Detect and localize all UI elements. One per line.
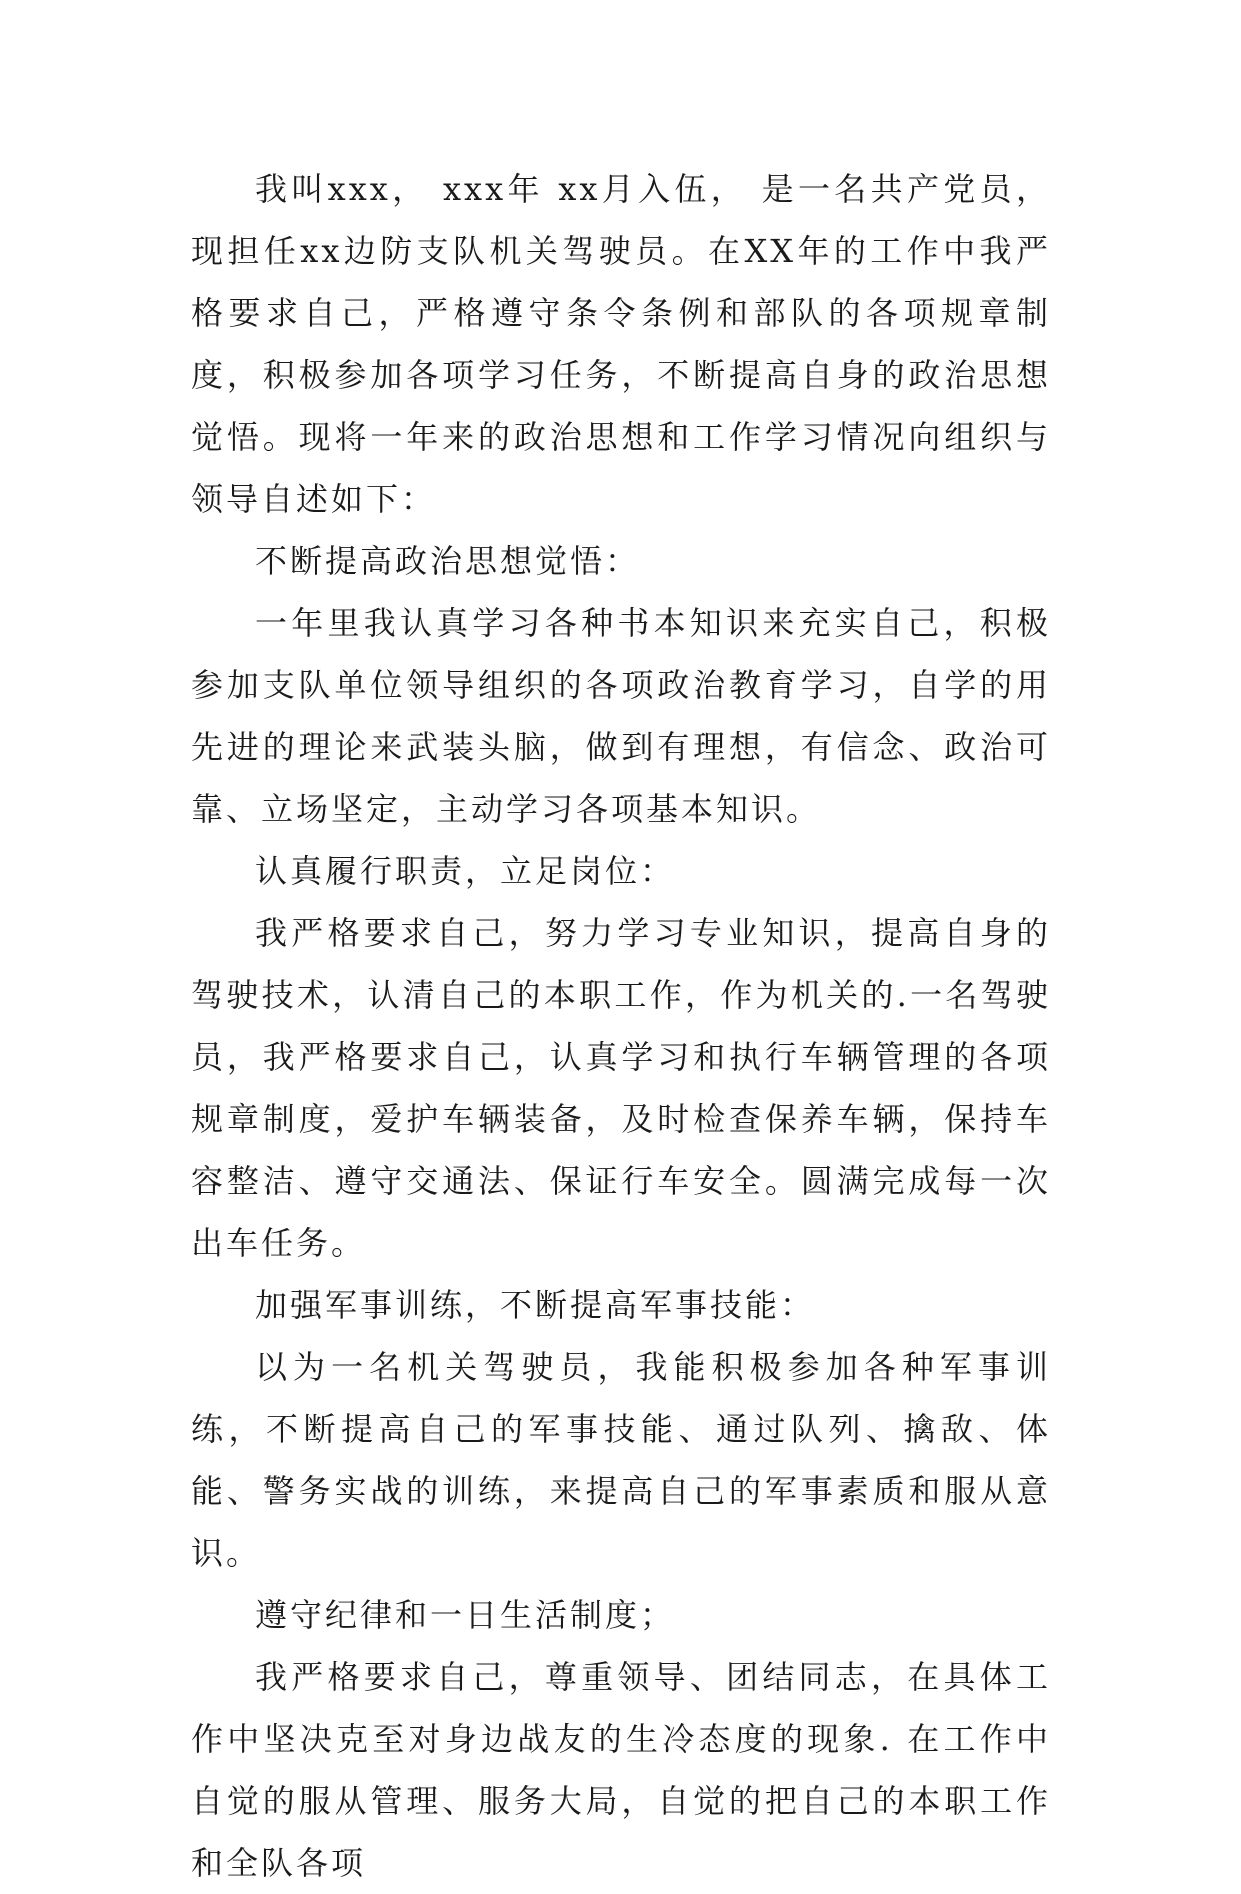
section-heading-political: 不断提高政治思想觉悟： [255, 542, 641, 580]
section-heading-duties: 认真履行职责，立足岗位： [255, 852, 676, 890]
paragraph-duties: 我严格要求自己，努力学习专业知识，提高自身的驾驶技术，认清自己的本职工作，作为机关的.一名驾驶员，我严格要求自己，认真学习和执行车辆管理的各项规章制度，爱护车辆装备，及时检查保养车辆，保持车容整洁、遵守交通法、保证行车安全。圆满完成每一次出车任务。 [191, 914, 1051, 1262]
paragraph-training: 以为一名机关驾驶员，我能积极参加各种军事训练，不断提高自己的军事技能、通过队列、擒敌、体能、警务实战的训练，来提高自己的军事素质和服从意识。 [191, 1348, 1051, 1572]
paragraph-political: 一年里我认真学习各种书本知识来充实自己，积极参加支队单位领导组织的各项政治教育学习，自学的用先进的理论来武装头脑，做到有理想，有信念、政治可靠、立场坚定，主动学习各项基本知识。 [191, 604, 1051, 828]
section-heading-discipline: 遵守纪律和一日生活制度； [255, 1596, 676, 1634]
paragraph-discipline: 我严格要求自己，尊重领导、团结同志，在具体工作中坚决克至对身边战友的生冷态度的现象. 在工作中自觉的服从管理、服务大局，自觉的把自己的本职工作和全队各项 [191, 1658, 1051, 1882]
paragraph-intro: 我叫xxx， xxx年 xx月入伍， 是一名共产党员，现担任xx边防支队机关驾驶员。在XX年的工作中我严格要求自己，严格遵守条令条例和部队的各项规章制度，积极参加各项学习任务，不断提高自身的政治思想觉悟。现将一年来的政治思想和工作学习情况向组织与领导自述如下： [191, 170, 1051, 518]
section-heading-training: 加强军事训练，不断提高军事技能： [255, 1286, 816, 1324]
document-page [191, 158, 1051, 1894]
